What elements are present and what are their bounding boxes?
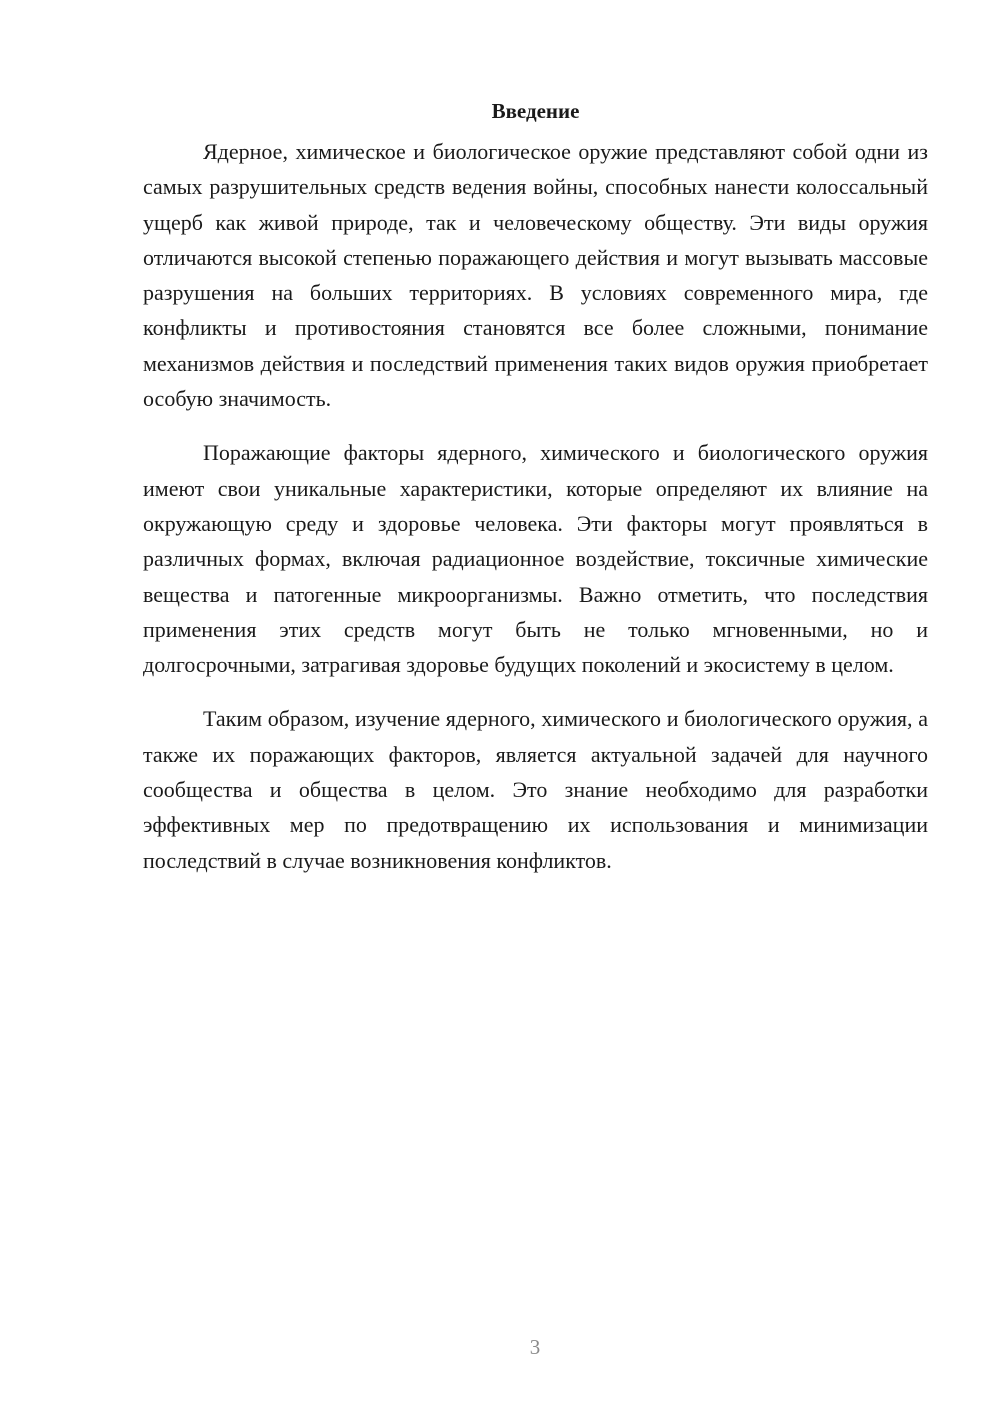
page-number: 3 [529, 1335, 541, 1359]
page-body [143, 98, 928, 878]
paragraph-1: Ядерное, химическое и биологическое оружие представляют собой одни из самых разрушительных средств ведения войны, способных нанести колоссальный ущерб как живой природе, так и человеческому обществу. Эти виды оружия отличаются высокой степенью поражающего действия и могут вызывать массовые разрушения на больших территориях. В условиях современного мира, где конфликты и противостояния становятся все более сложными, понимание механизмов действия и последствий применения таких видов оружия приобретает особую значимость. [143, 139, 928, 412]
paragraph-2: Поражающие факторы ядерного, химического и биологического оружия имеют свои уникальные характеристики, которые определяют их влияние на окружающую среду и здоровье человека. Эти факторы могут проявляться в различных формах, включая радиационное воздействие, токсичные химические вещества и патогенные микроорганизмы. Важно отметить, что последствия применения этих средств могут быть не только мгновенными, но и долгосрочными, затрагивая здоровье будущих поколений и экосистему в целом. [143, 440, 928, 678]
paragraph-3: Таким образом, изучение ядерного, химического и биологического оружия, а также их поражающих факторов, является актуальной задачей для научного сообщества и общества в целом. Это знание необходимо для разработки эффективных мер по предотвращению их использования и минимизации последствий в случае возникновения конфликтов. [143, 706, 928, 873]
section-title: Введение [491, 99, 580, 123]
